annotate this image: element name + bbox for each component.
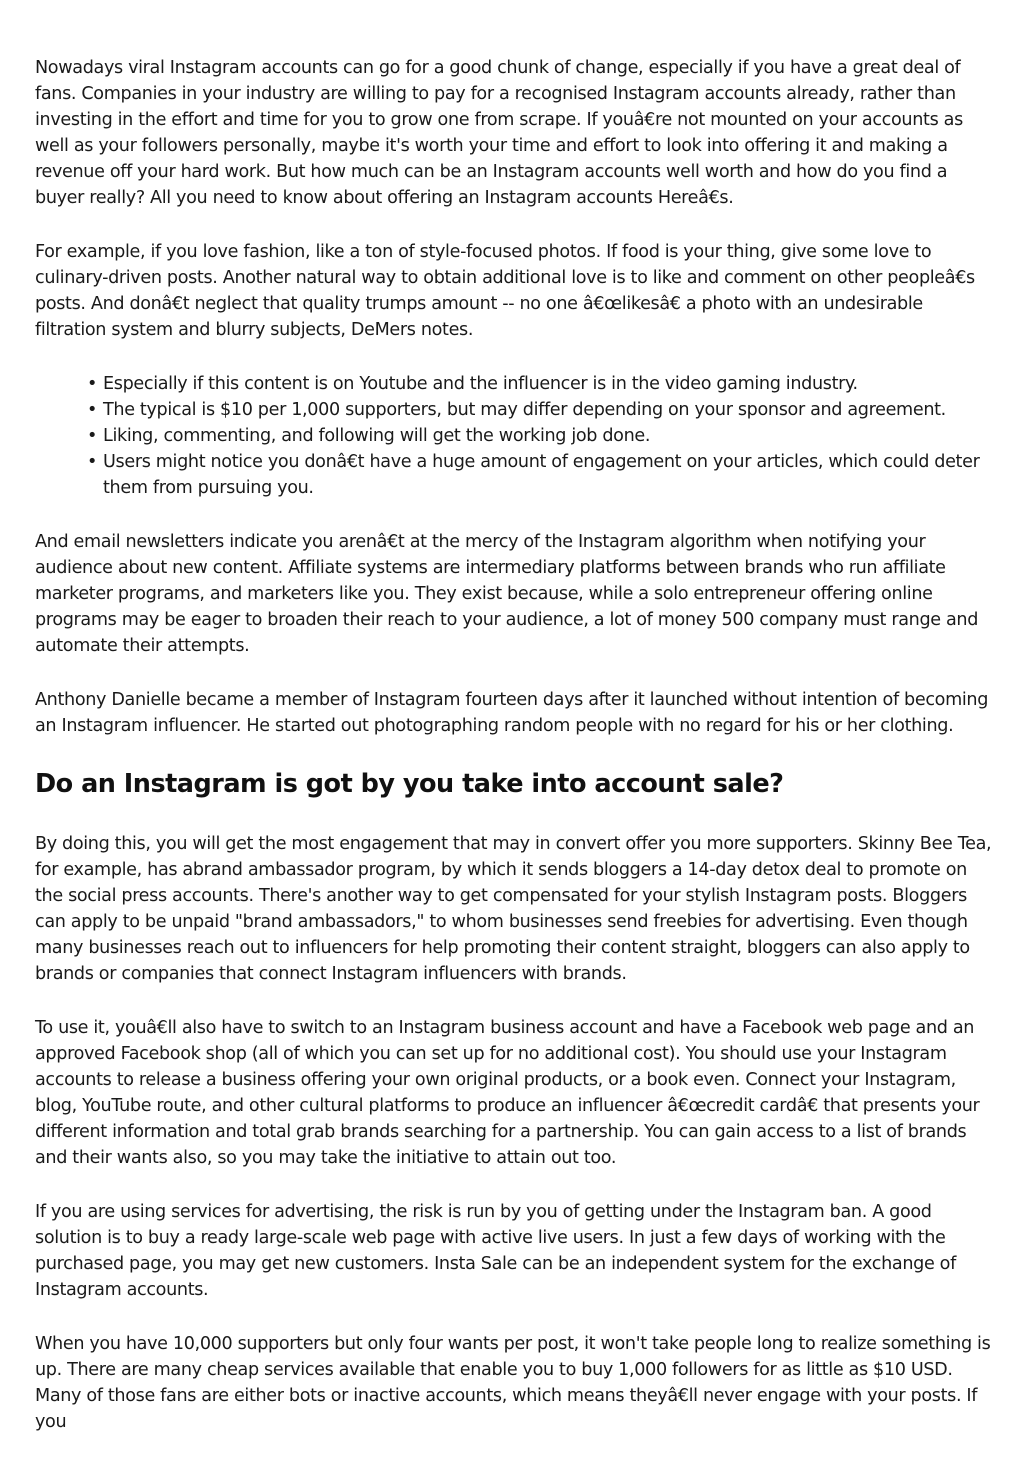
list-item: • Especially if this content is on Youtube and the influencer is in the video gaming industry.: [103, 371, 993, 397]
bullet-list: [35, 371, 993, 501]
section-heading: Do an Instagram is got by you take into account sale?: [35, 769, 784, 799]
paragraph-newsletters: And email newsletters indicate you arenâ€t at the mercy of the Instagram algorithm when notifying your audience about new content. Affiliate systems are intermediary platforms between brands who run affiliate marketer programs, and marketers like you. They exist because, while a solo entrepreneur offering online programs may be eager to broaden their reach to your audience, a lot of money 500 company must range and automate their attempts.: [35, 532, 979, 656]
paragraph-supporters: When you have 10,000 supporters but only four wants per post, it won't take people long to realize something is up. There are many cheap services available that enable you to buy 1,000 followers for as little as $10 USD. Many of those fans are either bots or inactive accounts, which means theyâ€ll never engage with your posts. If you: [35, 1334, 991, 1432]
list-item: • The typical is $10 per 1,000 supporters, but may differ depending on your sponsor and agreement.: [103, 397, 993, 423]
paragraph-advertising: If you are using services for advertising, the risk is run by you of getting under the Instagram ban. A good solution is to buy a ready large-scale web page with active live users. In just a few days of working with the purchased page, you may get new customers. Insta Sale can be an independent system for the exchange of Instagram accounts.: [35, 1202, 956, 1300]
paragraph-fashion: For example, if you love fashion, like a ton of style-focused photos. If food is your thing, give some love to culinary-driven posts. Another natural way to obtain additional love is to like and comment on other peopleâ€s posts. And donâ€t neglect that quality trumps amount -- no one â€œlikesâ€ a photo with an undesirable filtration system and blurry subjects, DeMers notes.: [35, 242, 975, 340]
paragraph-engagement: By doing this, you will get the most engagement that may in convert offer you more supporters. Skinny Bee Tea, for example, has abrand ambassador program, by which it sends bloggers a 14-day detox deal to promote on the social press accounts. There's another way to get compensated for your stylish Instagram posts. Bloggers can apply to be unpaid "brand ambassadors," to whom businesses send freebies for advertising. Even though many businesses reach out to influencers for help promoting their content straight, bloggers can also apply to brands or companies that connect Instagram influencers with brands.: [35, 834, 992, 984]
paragraph-intro: Nowadays viral Instagram accounts can go for a good chunk of change, especially if you have a great deal of fans. Companies in your industry are willing to pay for a recognised Instagram accounts already, rather than investing in the effort and time for you to grow one from scrape. If youâ€re not mounted on your accounts as well as your followers personally, maybe it's worth your time and effort to look into offering it and making a revenue off your hard work. But how much can be an Instagram accounts well worth and how do you find a buyer really? All you need to know about offering an Instagram accounts Hereâ€s.: [35, 58, 963, 208]
article-body: [35, 55, 993, 1463]
paragraph-business-account: To use it, youâ€ll also have to switch to an Instagram business account and have a Facebook web page and an approved Facebook shop (all of which you can set up for no additional cost). You should use your Instagram accounts to release a business offering your own original products, or a book even. Connect your Instagram, blog, YouTube route, and other cultural platforms to produce an influencer â€œcredit cardâ€ that presents your different information and total grab brands searching for a partnership. You can gain access to a list of brands and their wants also, so you may take the initiative to attain out too.: [35, 1018, 980, 1168]
list-item: • Users might notice you donâ€t have a huge amount of engagement on your articles, which could deter them from pursuing you.: [103, 449, 993, 501]
paragraph-anthony: Anthony Danielle became a member of Instagram fourteen days after it launched without intention of becoming an Instagram influencer. He started out photographing random people with no regard for his or her clothing.: [35, 690, 989, 736]
list-item: • Liking, commenting, and following will get the working job done.: [103, 423, 993, 449]
